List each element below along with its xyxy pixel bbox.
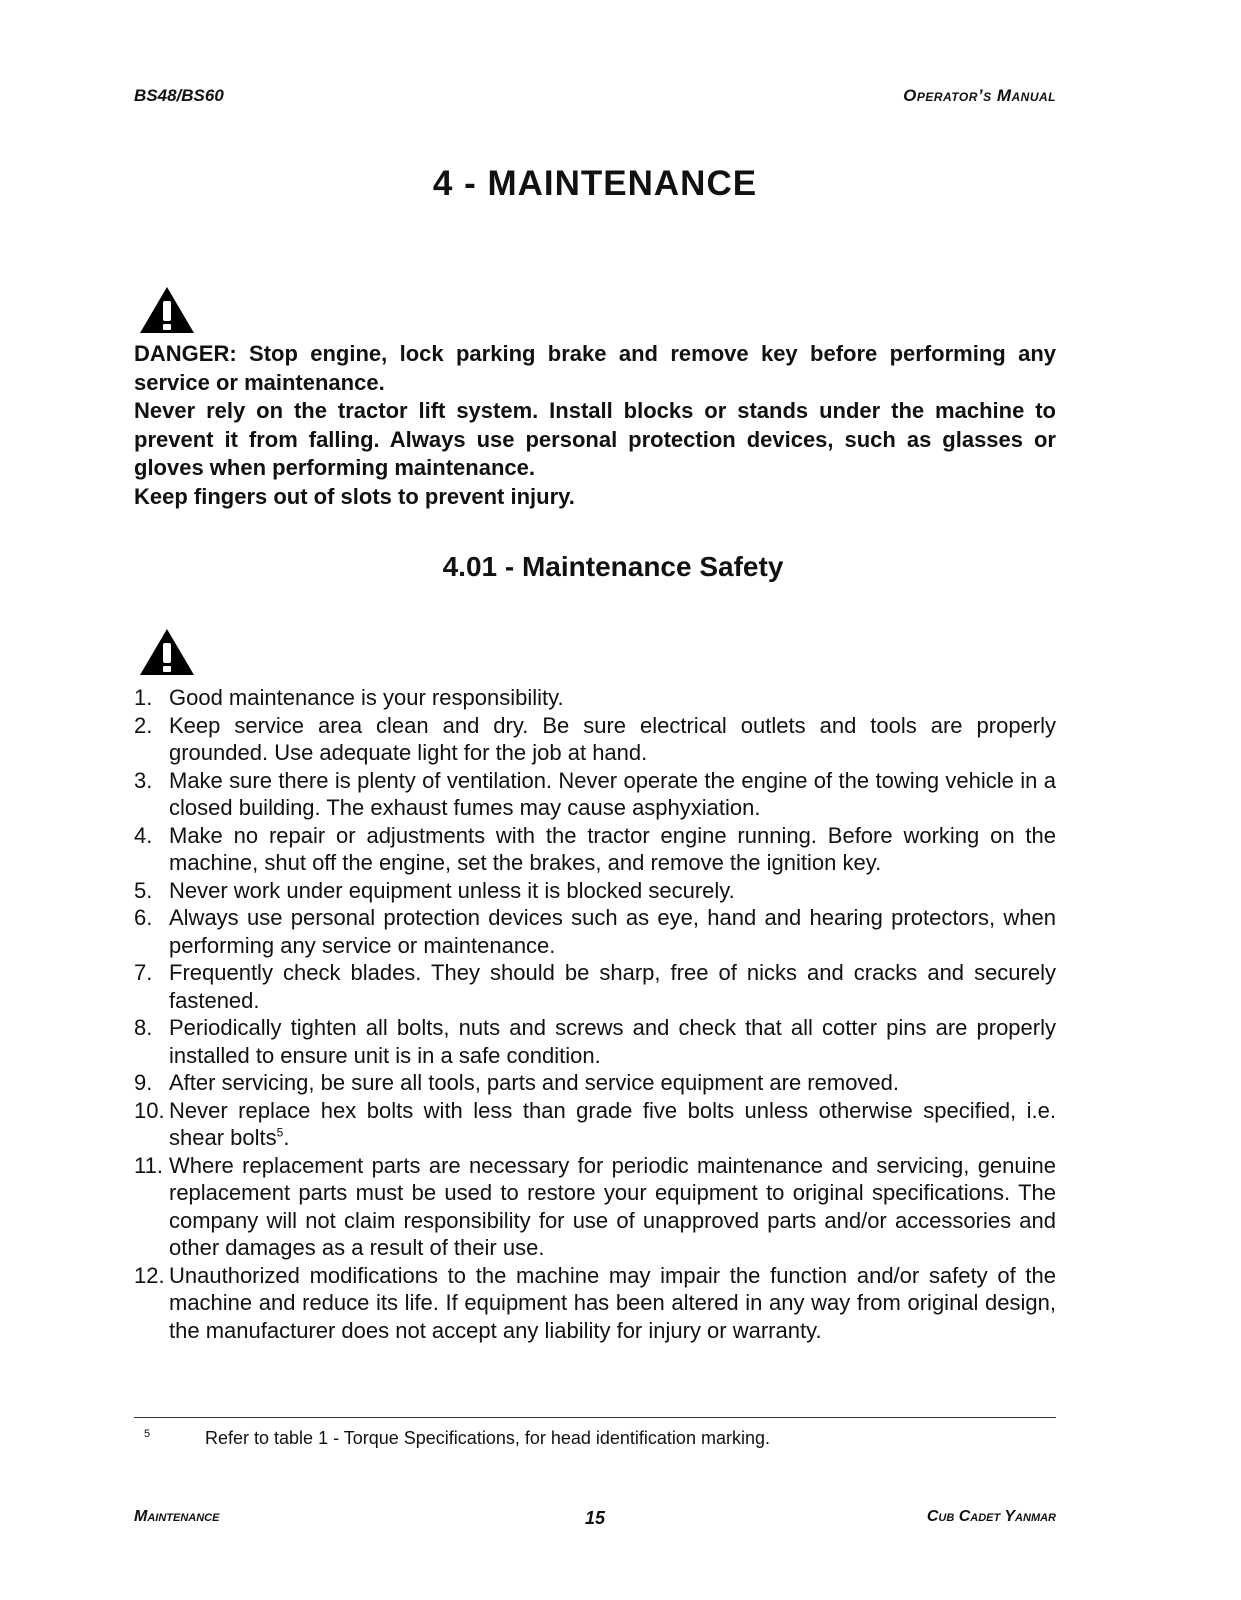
list-item — [134, 822, 1056, 877]
list-number: 2. — [134, 712, 153, 738]
footnote-mark: 5 — [144, 1428, 151, 1440]
list-item — [134, 1069, 1056, 1097]
danger-notice — [134, 340, 1056, 511]
list-item — [134, 712, 1056, 767]
list-item — [134, 959, 1056, 1014]
list-number: 6. — [134, 905, 153, 930]
list-text: Good maintenance is your responsibility. — [169, 685, 564, 710]
list-number: 7. — [134, 960, 153, 985]
list-text: Frequently check blades. They should be sharp, free of nicks and cracks and securely fastened. — [169, 960, 1056, 1013]
list-number: 5. — [134, 877, 153, 903]
list-text-end: . — [283, 1125, 290, 1150]
list-item — [134, 904, 1056, 959]
list-number: 11. — [134, 1152, 163, 1178]
list-text: Keep service area clean and dry. Be sure electrical outlets and tools are properly grounded. Use adequate light for the job at hand. — [169, 712, 1056, 765]
footnote-reference: 5 — [276, 1125, 284, 1140]
list-number: 9. — [134, 1070, 153, 1095]
list-number: 3. — [134, 767, 153, 793]
danger-line: DANGER: Stop engine, lock parking brake and remove key before performing any service or maintenance. — [134, 341, 1056, 395]
list-number: 4. — [134, 822, 153, 848]
page-title: 4 - MAINTENANCE — [432, 164, 758, 203]
list-item — [134, 1014, 1056, 1069]
list-text: Where replacement parts are necessary for periodic maintenance and servicing, genuine replacement parts must be used to restore your equipment to original specifications. The company will not claim responsibility for use of unapproved parts and/or accessories and other damages as a result of their use. — [169, 1152, 1056, 1260]
list-item — [134, 1097, 1056, 1152]
list-item — [134, 1262, 1056, 1345]
list-number: 8. — [134, 1015, 153, 1040]
list-item — [134, 877, 1056, 905]
list-text: Unauthorized modifications to the machine may impair the function and/or safety of the machine and reduce its life. If equipment has been altered in any way from original design, the manufacturer does not accept any liability for injury or warranty. — [169, 1262, 1056, 1343]
list-text: Make sure there is plenty of ventilation. Never operate the engine of the towing vehicle in a closed building. The exhaust fumes may cause asphyxiation. — [169, 767, 1056, 820]
section-title: 4.01 - Maintenance Safety — [442, 551, 784, 582]
warning-icon — [138, 285, 196, 335]
list-item — [134, 684, 1056, 712]
list-item — [134, 1152, 1056, 1262]
danger-line: Never rely on the tractor lift system. Install blocks or stands under the machine to prevent it from falling. Always use personal protection devices, such as glasses or gloves when performing maintenance. — [134, 398, 1056, 480]
footnote-text: Refer to table 1 - Torque Specifications, for head identification marking. — [205, 1428, 770, 1448]
list-text: Periodically tighten all bolts, nuts and screws and check that all cotter pins are properly installed to ensure unit is in a safe condition. — [169, 1015, 1056, 1068]
warning-icon — [138, 627, 196, 677]
footnote-divider — [134, 1417, 1056, 1418]
danger-line: Keep fingers out of slots to prevent injury. — [134, 483, 575, 509]
list-number: 1. — [134, 685, 153, 710]
list-text: Make no repair or adjustments with the tractor engine running. Before working on the machine, shut off the engine, set the brakes, and remove the ignition key. — [169, 822, 1056, 875]
header-model: BS48/BS60 — [134, 86, 224, 105]
page-number: 15 — [584, 1508, 606, 1528]
footer-brand: Cub Cadet Yanmar — [926, 1508, 1056, 1525]
footer-section: Maintenance — [134, 1508, 220, 1525]
list-text: Always use personal protection devices such as eye, hand and hearing protectors, when performing any service or maintenance. — [169, 905, 1056, 958]
list-text: After servicing, be sure all tools, parts and service equipment are removed. — [169, 1070, 900, 1095]
list-text: Never work under equipment unless it is blocked securely. — [169, 877, 735, 903]
list-number: 12. — [134, 1262, 165, 1288]
list-item — [134, 767, 1056, 822]
list-number: 10. — [134, 1097, 165, 1123]
safety-list — [134, 684, 1056, 1344]
header-manual-title: Operator’s Manual — [903, 86, 1056, 105]
list-text: Never replace hex bolts with less than grade five bolts unless otherwise specified, i.e. shear bolts — [169, 1097, 1056, 1150]
